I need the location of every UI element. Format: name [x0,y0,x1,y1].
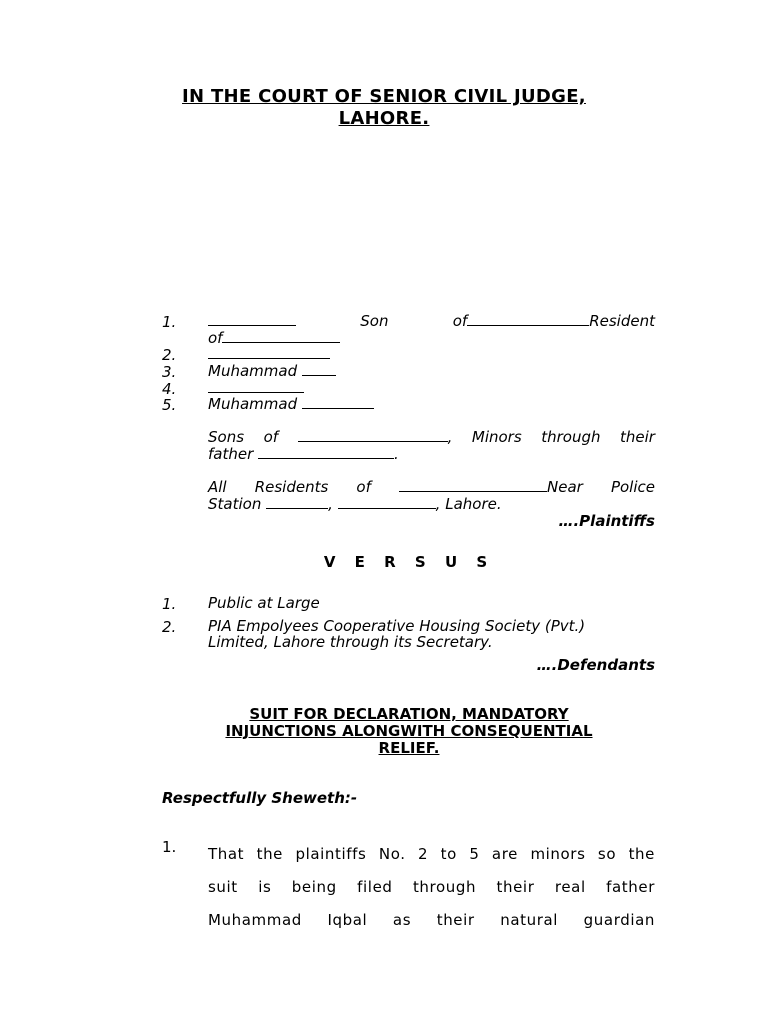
court-heading-line1: IN THE COURT OF SENIOR CIVIL JUDGE, [182,86,586,107]
plaintiff-1-line2 [208,330,340,347]
plaintiffs-label: ….Plaintiffs [558,512,655,530]
respectfully-sheweth: Respectfully Sheweth:- [162,789,358,807]
defendant-2-line1: PIA Empolyees Cooperative Housing Society (Pvt.) [208,617,586,635]
plaintiff-5-number: 5. [162,396,177,414]
plaintiff-3-line: Muhammad [208,363,336,380]
suit-title-line3: RELIEF. [378,739,440,757]
blank-field [208,313,296,326]
sons-of-line1: Sons of , Minors through their [208,428,655,446]
defendants-label: ….Defendants [536,656,655,674]
residents-line1: All Residents of Near Police [208,478,655,496]
paragraph-1-line: suit is being filed through their real father [208,878,655,896]
defendant-1-number: 1. [162,595,177,613]
resident-label: Resident [589,312,655,330]
blank-field [302,363,336,376]
versus-heading: V E R S U S [323,553,495,571]
plaintiff-2-line [208,346,330,363]
blank-field [208,380,304,393]
defendant-2-number: 2. [162,618,177,636]
blank-field [258,446,394,459]
plaintiff-4-number: 4. [162,380,177,398]
court-heading [0,86,768,130]
plaintiff-1-line1 [208,313,655,330]
plaintiff-3-number: 3. [162,363,177,381]
paragraph-1 [208,838,655,937]
plaintiff-2-number: 2. [162,346,177,364]
paragraph-1-line: That the plaintiffs No. 2 to 5 are minors so the [208,845,655,863]
of-label: of Resident [452,312,655,330]
suit-title [0,706,768,757]
plaintiff-5-line: Muhammad [208,396,374,413]
blank-field [338,496,436,509]
residents-line2: Station , , Lahore. [208,495,502,513]
sons-of-line2: father . [208,445,399,463]
blank-field [266,496,328,509]
son-label: Son [360,312,389,330]
defendant-1-line: Public at Large [208,594,320,612]
blank-field [302,396,374,409]
blank-field [208,346,330,359]
blank-field [467,313,589,326]
suit-title-line1: SUIT FOR DECLARATION, MANDATORY [249,705,569,723]
defendant-2-line2: Limited, Lahore through its Secretary. [208,633,493,651]
paragraph-1-number: 1. [162,838,177,856]
blank-field [222,330,340,343]
of-label: of [208,329,223,347]
plaintiff-1-number: 1. [162,313,177,331]
blank-field [399,479,547,492]
paragraph-1-line: Muhammad Iqbal as their natural guardian [208,911,655,929]
blank-field [298,429,448,442]
court-heading-line2: LAHORE. [338,108,430,129]
suit-title-line2: INJUNCTIONS ALONGWITH CONSEQUENTIAL [225,722,593,740]
